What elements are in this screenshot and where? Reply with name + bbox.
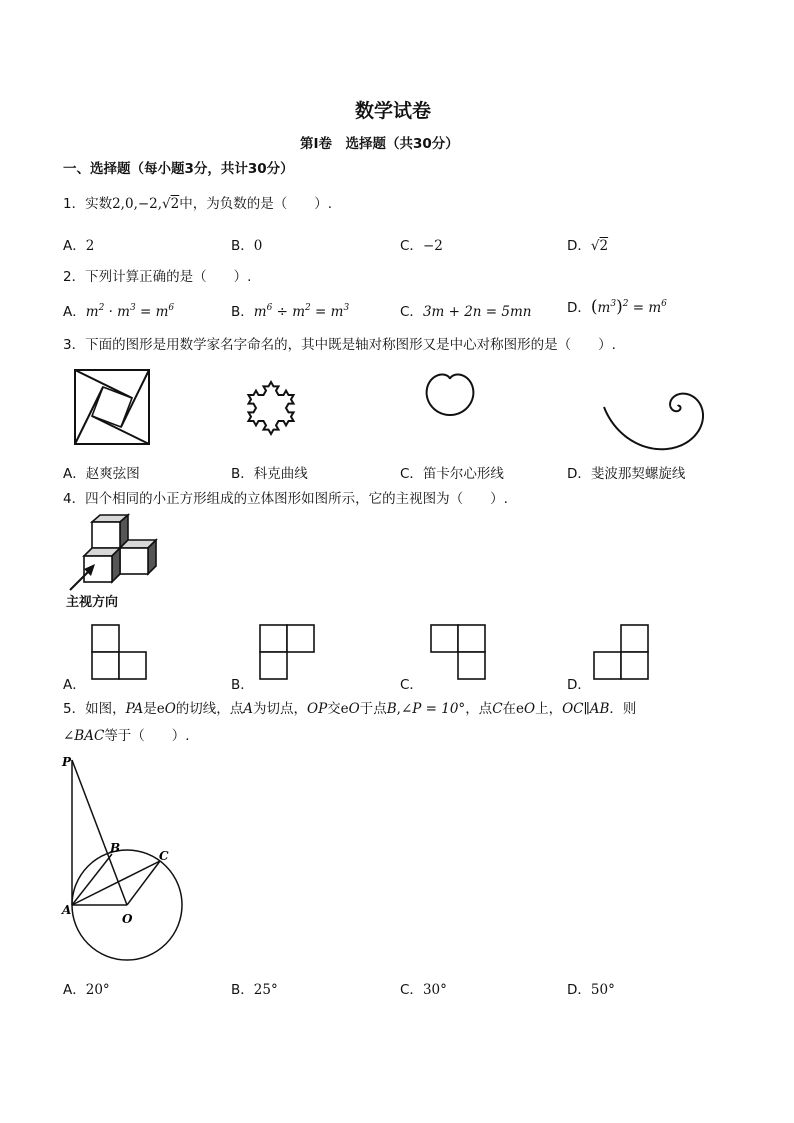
q5-math: PA <box>125 701 144 717</box>
option-letter: B． <box>231 677 254 693</box>
question-number: 3． <box>63 337 86 353</box>
sqrt-symbol: √2 <box>162 196 180 212</box>
q5-math: ∠P = 10° <box>400 701 466 717</box>
q5-math: ∠BAC <box>63 728 105 744</box>
option-value: 2 <box>85 238 95 254</box>
option-c[interactable] <box>400 462 504 482</box>
cube-stack-figure <box>66 512 162 592</box>
sqrt-argument: 2 <box>170 196 180 212</box>
q5-math: O <box>164 701 176 717</box>
option-letter: D． <box>567 238 591 254</box>
q5-text: 交 <box>327 701 341 717</box>
option-b-front-view <box>259 624 315 680</box>
option-a[interactable] <box>63 978 110 998</box>
q5-text: 等于（ ）. <box>104 728 190 744</box>
question-number: 2． <box>63 269 86 285</box>
option-b[interactable] <box>231 978 278 998</box>
option-b[interactable] <box>231 234 262 254</box>
option-letter: C． <box>400 304 423 320</box>
option-letter: C． <box>400 677 423 693</box>
formula: $(m^3)^2 = m^6$ <box>590 297 667 317</box>
option-c[interactable] <box>400 234 443 254</box>
part-subtitle: 第Ⅰ卷 选择题（共30分） <box>300 136 459 152</box>
circle-tangent-figure <box>60 752 190 972</box>
question-text-after: 中，为负数的是（ ）. <box>179 196 333 212</box>
question-text: 四个相同的小正方形组成的立体图形如图所示，它的主视图为（ ）. <box>85 491 508 507</box>
question-4 <box>63 487 508 507</box>
option-letter: D． <box>567 466 591 482</box>
option-a-front-view <box>91 624 147 680</box>
point-o-label: O <box>122 912 133 926</box>
option-label: 斐波那契螺旋线 <box>590 466 686 482</box>
option-c[interactable] <box>400 300 532 320</box>
option-b[interactable] <box>231 673 254 693</box>
q5-text: 上， <box>535 701 563 717</box>
option-value: 30° <box>422 982 447 998</box>
point-c-label: C <box>159 849 169 863</box>
option-letter: A． <box>63 466 86 482</box>
zhao-shuang-figure <box>74 369 150 445</box>
option-letter: A． <box>63 677 86 693</box>
question-number: 1． <box>63 196 86 212</box>
option-label: 科克曲线 <box>253 466 308 482</box>
page-title: 数学试卷 <box>355 100 432 122</box>
option-letter: A． <box>63 982 86 998</box>
option-c[interactable] <box>400 673 423 693</box>
question-number: 4． <box>63 491 86 507</box>
q5-math: O <box>348 701 360 717</box>
option-d-front-view <box>593 624 649 680</box>
sqrt-symbol: √2 <box>590 238 609 254</box>
q5-text: 在 <box>502 701 517 717</box>
point-p-label: P <box>62 755 72 769</box>
option-letter: B． <box>231 466 254 482</box>
option-letter: D． <box>567 982 591 998</box>
q5-text: 如图， <box>85 701 126 717</box>
question-1 <box>63 192 332 212</box>
q5-text: 是 <box>143 701 157 717</box>
option-value: 50° <box>590 982 615 998</box>
option-value: −2 <box>422 238 443 254</box>
option-value: 20° <box>85 982 110 998</box>
q5-circle-symbol: e <box>516 701 525 717</box>
option-a[interactable] <box>63 234 94 254</box>
q5-text: 为切点， <box>253 701 308 717</box>
option-d[interactable] <box>567 673 591 693</box>
option-letter: A． <box>63 238 86 254</box>
option-d[interactable] <box>567 234 608 254</box>
option-letter: C． <box>400 982 423 998</box>
option-letter: B． <box>231 304 254 320</box>
question-3 <box>63 333 616 353</box>
question-2 <box>63 265 251 285</box>
option-d[interactable] <box>567 462 685 482</box>
option-letter: B． <box>231 982 254 998</box>
sqrt-argument: 2 <box>599 238 609 254</box>
option-letter: D． <box>567 300 591 316</box>
q5-text: ．则 <box>609 701 637 717</box>
question-text: 实数 <box>85 196 113 212</box>
option-letter: C． <box>400 466 423 482</box>
q5-text: ，点 <box>465 701 493 717</box>
cardioid-figure <box>410 371 490 443</box>
option-a[interactable] <box>63 462 140 482</box>
q5-math: B <box>386 701 397 717</box>
option-a[interactable] <box>63 300 174 320</box>
question-text: 下面的图形是用数学家名字命名的，其中既是轴对称图形又是中心对称图形的是（ ）. <box>85 337 616 353</box>
point-b-label: B <box>110 841 121 855</box>
option-letter: D． <box>567 677 591 693</box>
q5-math: A <box>243 701 254 717</box>
point-a-label: A <box>62 903 72 917</box>
fibonacci-spiral-figure <box>596 367 706 443</box>
option-value: 25° <box>253 982 278 998</box>
option-letter: C． <box>400 238 423 254</box>
option-letter: B． <box>231 238 254 254</box>
q5-math: O <box>524 701 536 717</box>
section-heading: 一、选择题（每小题3分，共计30分） <box>63 161 294 177</box>
option-value: 0 <box>253 238 263 254</box>
question-5-line-1 <box>63 697 636 717</box>
q5-math: C <box>492 701 503 717</box>
view-direction-label: 主视方向 <box>66 595 119 610</box>
koch-snowflake-figure <box>233 366 309 444</box>
option-a[interactable] <box>63 673 86 693</box>
q5-text: , <box>396 701 401 717</box>
q5-circle-symbol: e <box>340 701 349 717</box>
option-b[interactable] <box>231 300 349 320</box>
question-5-line-2 <box>63 724 190 744</box>
formula: 3m + 2n = 5mn <box>422 304 532 320</box>
option-d[interactable] <box>567 978 615 998</box>
q5-math: OP <box>307 701 328 717</box>
q5-text: 的切线，点 <box>175 701 244 717</box>
option-label: 笛卡尔心形线 <box>422 466 504 482</box>
option-b[interactable] <box>231 462 308 482</box>
question-numbers: 2,0,−2, <box>112 196 163 212</box>
q5-text: 于点 <box>359 701 387 717</box>
option-c[interactable] <box>400 978 447 998</box>
question-text: 下列计算正确的是（ ）. <box>85 269 252 285</box>
option-d[interactable] <box>567 296 667 317</box>
formula: $m^2 \cdot m^3 = m^6$ <box>85 303 175 320</box>
q5-math: OC∥AB <box>562 701 610 717</box>
option-label: 赵爽弦图 <box>85 466 140 482</box>
option-letter: A． <box>63 304 86 320</box>
option-c-front-view <box>430 624 486 680</box>
q5-circle-symbol: e <box>156 701 165 717</box>
question-number: 5． <box>63 701 86 717</box>
formula: $m^6 \div m^2 = m^3$ <box>253 303 350 320</box>
